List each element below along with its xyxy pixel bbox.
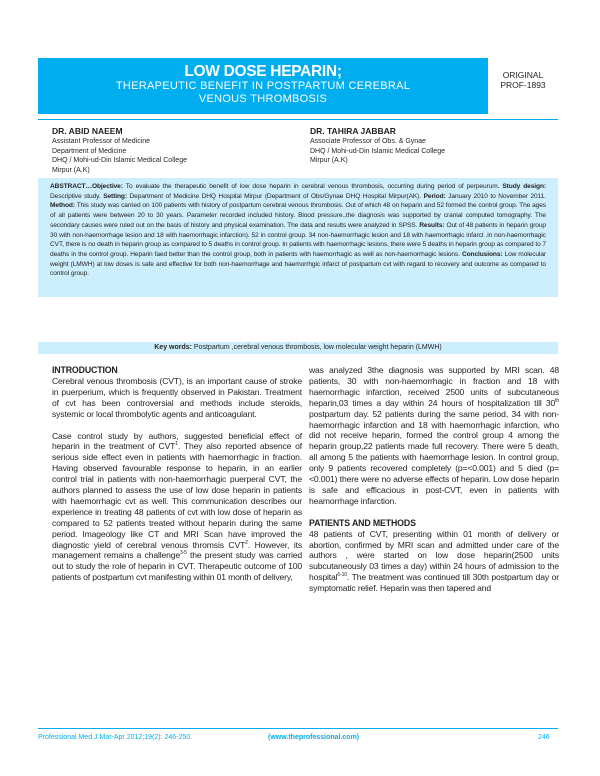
author-2-name: DR. TAHIRA JABBAR [310, 126, 396, 136]
article-subtitle-line2: VENOUS THROMBOSIS [198, 93, 328, 105]
article-subtitle-line1: THERAPEUTIC BENEFIT IN POSTPARTUM CEREBRAL [115, 80, 411, 92]
author-2 [310, 126, 445, 166]
intro-paragraph-2: Case control study by authors, suggested beneficial effect of heparin in the treatment of CVT$^1$. They also reported absence of serious side effect even in patients with haemorrhagic in fraction. Having observed favourable response to heparin, in an earlier control trial in patients with non-haemorrhagic puerperal CVT, the authors planned to assess the use of low dose heparin in patients with haemorrhagic cvt as well. This communication describes our experience in treating 48 patients of cvt with low dose of heparin as compared to 52 patients treated without heparin during the same period. Imageology like CT and MRI Scan have improved the diagnostic yield of cerebral venous thromsis CVT$^2$. However, its management remains a challenge$^{3-5}$ the present study was carried out to study the role of heparin in CVT. Therapeutic outcome of 100 patients of postpartum cvt manifesting within 01 month of delivery, [52, 430, 303, 583]
footer-page-number: 246 [538, 734, 550, 741]
left-column [52, 365, 302, 594]
article-type-label [488, 70, 558, 90]
intro-paragraph-1: Cerebral venous thrombosis (CVT), is an important cause of stroke in puerperium, which is frequently observed in Pakistan. Treatment of cvt has been controversial and methods include steroids, systemic or local thrombolytic agents and anticoagulant. [52, 376, 302, 419]
abstract-text: ABSTRACT…Objective: To evaluate the therapeutic benefit of low dose heparin in cerebral venous thrombosis, occurring during period of perpeurum. Study design: Descriptive study. Setting: Department of Medicine DHQ Hospital Mirpur (Department of Obs/Gynae DHQ Hospital Mirpur(AK). Period: January 2010 to November 2011. Method: This study was carried on 100 patients with history of postpartum cerebral venous thrombosis. Out of which 48 on heparin and 52 formed the control group. The ages of all patients were between 20 to 30 years. Parameter recorded included history. Blood pressure.,the diagnosis was supported by cranial computed tomography. The secondary causes were ruled out on the basis of history and physical examination. The data and results were analyzed in SPSS. Results: Out of 48 patients in heparin group 30 with non-haemorrhage lesion and 18 with haemorrhagic infarction). 52 in control group. 34 non-haemorrhagic lesion and 18 with haemorrhagic infarct .in non-haemorrhagic CVT, there is no death in heparin group as compared to 5 deaths in control group. In patients with haemorrhagic lesions, there were 5 deaths in heparin group as compared to 7 deaths in the control group. Heparin faed better than the control group, both in patients with haemorrhagic as well as non-haemorrhagic lesions. Conclusions: Low molecular weight (LMWH) at low doses is safe and effective for both non-haemorrhage and haemorrhgic infarct of postpartum cvt with regard to recovery and outcome as compared to control group. [50, 183, 546, 278]
title-band [38, 58, 488, 114]
keywords-label: Key words: [154, 344, 192, 351]
right-column [309, 365, 559, 605]
author-1 [52, 126, 187, 175]
footer-website: (www.theprofessional.com) [268, 734, 360, 741]
article-type: ORIGINAL [502, 70, 544, 80]
methods-paragraph: 48 patients of CVT, presenting within 01 month of delivery or abortion, confirmed by MRI scan and admitted under care of the authors , were started on low dose heparin(2500 units subcutaneously 03 times a day) within 24 hours of admission to the hospital$^{6-10}$. The treatment was continued till 30th postpartum day or symptomatic relief. Heparin was then tapered and [309, 528, 559, 594]
divider-top [38, 119, 558, 120]
article-code: PROF-1893 [500, 80, 546, 90]
article-title: LOW DOSE HEPARIN; [184, 63, 342, 80]
divider-bottom [38, 728, 558, 729]
introduction-heading: INTRODUCTION [52, 365, 118, 375]
body-paragraph-1: was analyzed 3the diagnosis was supported by MRI scan. 48 patients, 30 with non-haemorrhagic in fraction and 18 with haemorrhagic infarction, received 2500 units of subcutaneous heparin,03 times a day within 24 hours of hospitalization till 30th postpartum day. 52 patients during the same period, 34 with non- haemorrhagic infarction and 18 with haemorrhagic infarction, who did not receive heparin, formed the control group 4 among the heparin group,22 patients made full recovery. There were 5 death, all among 5 the patients with haemorrhage lesion. In control group, only 9 patients recovered completely (p=<0.001) and 5 died (p=<0.001) there were no adverse effects of heparin. Low dose heparin is safe and efficacious in post-CVT, even in patients with heamorrhage infarction. [309, 365, 559, 506]
abstract-box [38, 178, 558, 297]
author-2-line: DHQ / Mohi-ud-Din Islamic Medical College [310, 147, 445, 155]
author-2-line: Mirpur (A.K) [310, 157, 348, 165]
keywords-box [38, 342, 558, 354]
keywords-text: Postpartum ,cerebral venous thrombosis, low molecular weight heparin (LMWH) [191, 344, 442, 351]
author-1-line: DHQ / Mohi-ud-Din Islamic Medical College [52, 157, 187, 165]
author-1-line: Mirpur (A.K) [52, 166, 90, 174]
methods-heading: PATIENTS AND METHODS [309, 517, 416, 528]
author-1-name: DR. ABID NAEEM [52, 126, 123, 136]
abstract-label: ABSTRACT…Objective: [50, 183, 123, 190]
author-1-line: Department of Medicine [52, 147, 127, 155]
author-2-line: Associate Professor of Obs. & Gynae [310, 138, 426, 145]
author-1-line: Assistant Professor of Medicine [52, 138, 151, 145]
footer-journal: Professional Med J Mar-Apr 2012;19(2): 246-250. [38, 734, 193, 741]
